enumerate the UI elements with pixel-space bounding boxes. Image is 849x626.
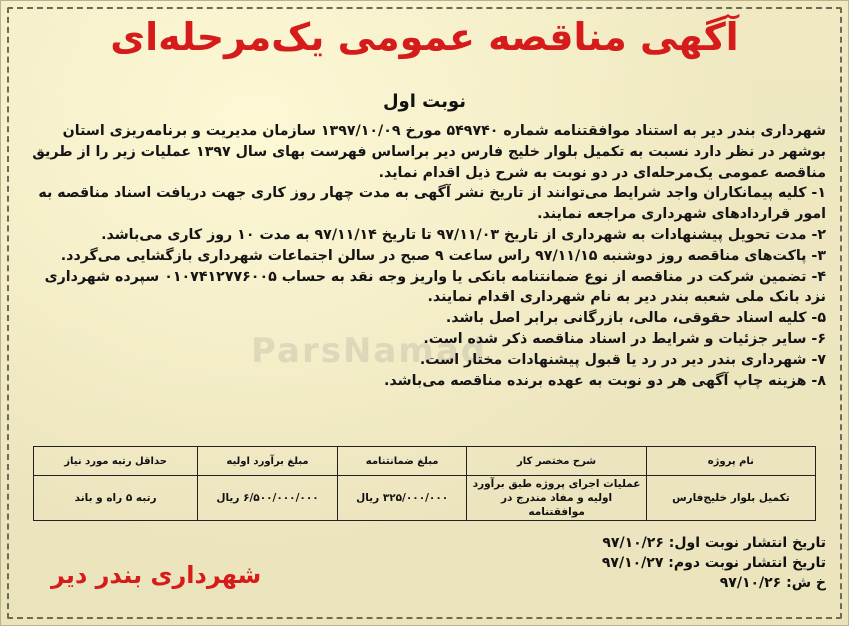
notice-body <box>23 121 826 391</box>
list-item: ۳- پاکت‌های مناقصه روز دوشنبه ۹۷/۱۱/۱۵ راس ساعت ۹ صبح در سالن اجتماعات شهرداری بازگشایی می‌گردد. <box>60 247 826 264</box>
date-code: خ ش: ۹۷/۱۰/۲۶ <box>719 575 826 591</box>
notice-subtitle: نوبت اول <box>382 91 467 112</box>
signature: شهرداری بندر دیر <box>51 561 262 589</box>
list-item: ۴- تضمین شرکت در مناقصه از نوع ضمانتنامه بانکی یا واریز وجه نقد به حساب ۰۱۰۷۴۱۲۷۷۶۰۰۵ سپرده شهرداری نزد بانک ملی شعبه بندر دیر به نام شهرداری اقدام نمایند. <box>44 268 826 306</box>
cell-description: عملیات اجرای پروژه طبق برآورد اولیه و مفاد مندرج در موافقتنامه <box>467 476 646 521</box>
watermark: ParsNamad <box>251 331 488 371</box>
list-item: ۱- کلیه پیمانکاران واجد شرایط می‌توانند از تاریخ نشر آگهی به مدت چهار روز کاری جهت دریافت اسناد مناقصه به امور قراردادهای شهرداری مراجعه نمایند. <box>38 185 826 223</box>
project-table <box>33 446 816 521</box>
cell-min-grade: رتبه ۵ راه و باند <box>34 476 198 521</box>
header-project-name: نام پروژه <box>646 447 815 476</box>
list-item: ۲- مدت تحویل پیشنهادات به شهرداری از تاریخ ۹۷/۱۱/۰۳ تا تاریخ ۹۷/۱۱/۱۴ به مدت ۱۰ روز کاری می‌باشد. <box>101 226 826 243</box>
table-header-row <box>34 447 816 476</box>
header-min-grade: حداقل رتبه مورد نیاز <box>34 447 198 476</box>
list-item: ۷- شهرداری بندر دیر در رد یا قبول پیشنهادات مختار است. <box>419 351 826 368</box>
cell-guarantee: ۳۲۵/۰۰۰/۰۰۰ ریال <box>337 476 467 521</box>
cell-estimate: ۶/۵۰۰/۰۰۰/۰۰۰ ریال <box>198 476 338 521</box>
header-estimate: مبلغ برآورد اولیه <box>198 447 338 476</box>
header-description: شرح مختصر کار <box>467 447 646 476</box>
date-second: تاریخ انتشار نوبت دوم: ۹۷/۱۰/۲۷ <box>601 555 826 571</box>
list-item: ۶- سایر جزئیات و شرایط در اسناد مناقصه ذکر شده است. <box>423 330 826 347</box>
table-row <box>34 476 816 521</box>
cell-project-name: تکمیل بلوار خلیج‌فارس <box>646 476 815 521</box>
publish-dates <box>602 533 826 593</box>
list-item: ۸- هزینه چاپ آگهی هر دو نوبت به عهده برنده مناقصه می‌باشد. <box>384 372 826 389</box>
intro-paragraph: شهرداری بندر دیر به استناد موافقتنامه شماره ۵۴۹۷۴۰ مورخ ۱۳۹۷/۱۰/۰۹ سازمان مدیریت و برنامه‌ریزی استان بوشهر در نظر دارد نسبت به تکمیل بلوار خلیج فارس دیر براساس فهرست بهای سال ۱۳۹۷ عملیات زیر را از طریق مناقصه عمومی یک‌مرحله‌ای در دو نوبت به شرح ذیل اقدام نماید. <box>32 123 826 181</box>
date-first: تاریخ انتشار نوبت اول: ۹۷/۱۰/۲۶ <box>602 535 826 551</box>
list-item: ۵- کلیه اسناد حقوقی، مالی، بازرگانی برابر اصل باشد. <box>445 310 826 327</box>
notice-title: آگهی مناقصه عمومی یک‌مرحله‌ای <box>110 15 739 59</box>
header-guarantee: مبلغ ضمانتنامه <box>337 447 467 476</box>
